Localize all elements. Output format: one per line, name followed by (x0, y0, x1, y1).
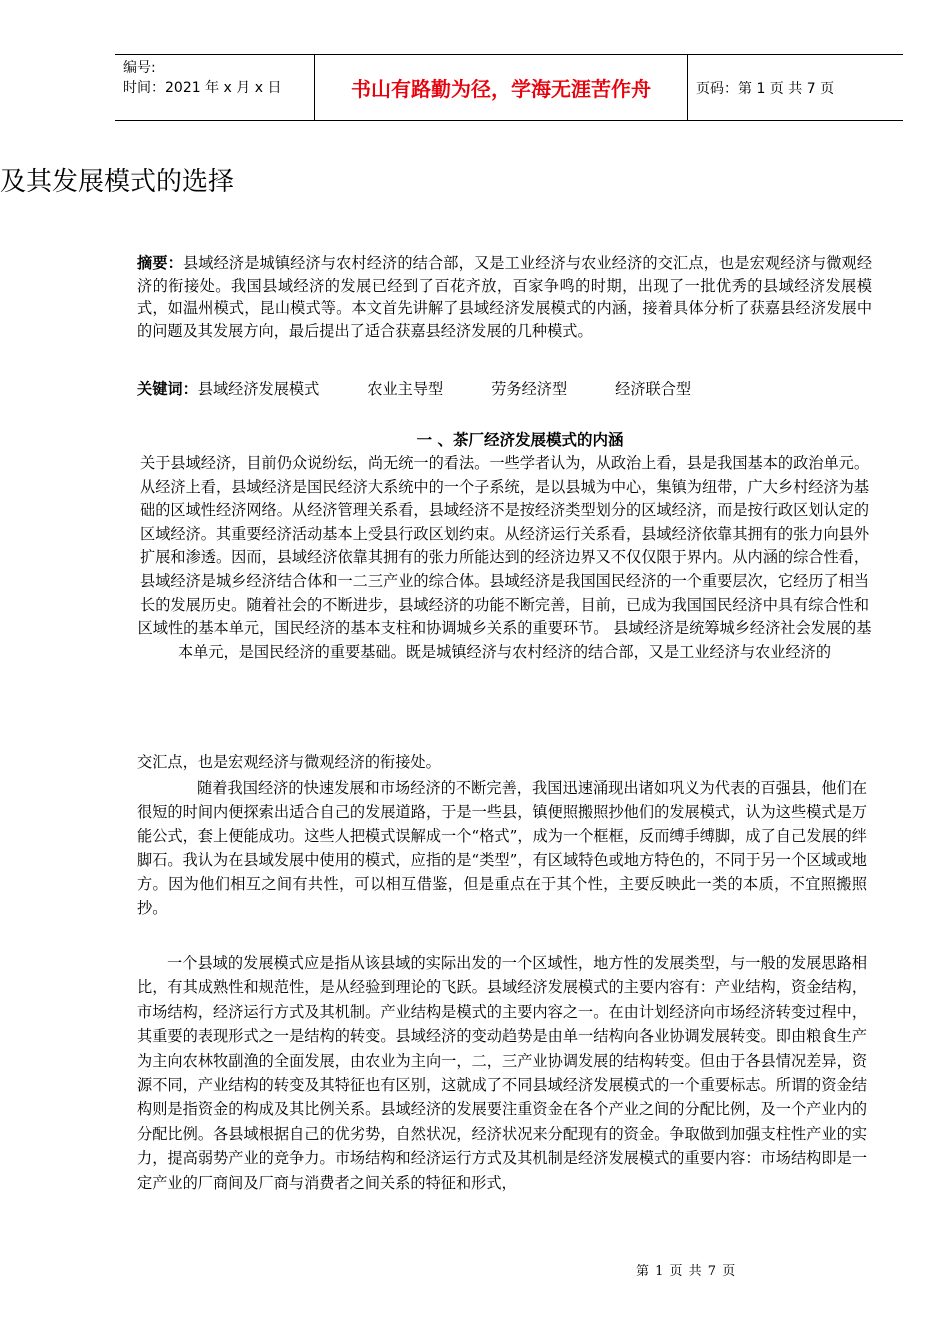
section-heading: 一 、茶厂经济发展模式的内涵 (416, 431, 624, 449)
time-label: 时间：2021 年 x 月 x 日 (123, 80, 282, 96)
paragraph-1: 关于县域经济，目前仍众说纷纭，尚无统一的看法。一些学者认为，从政治上看，县是我国基本的政治单元。从经济上看，县域经济是国民经济大系统中的一个子系统，是以县城为中心，集镇为纽带，广大乡村经济为基础的区域性经济网络。从经济管理关系看，县域经济不是按经济类型划分的区域经济，而是按行政区划认定的区域经济。其重要经济活动基本上受县行政区划约束。从经济运行关系看，县域经济依靠其拥有的张力向县外扩展和渗透。因而，县域经济依靠其拥有的张力所能达到的经济边界又不仅仅限于界内。从内涵的综合性看，县域经济是城乡经济结合体和一二三产业的综合体。县域经济是我国国民经济的一个重要层次，它经历了相当长的发展历史。随着社会的不断进步，县域经济的功能不断完善，目前，已成为我国国民经济中具有综合性和区域性的基本单元，国民经济的基本支柱和协调城乡关系的重要环节。 县域经济是统筹城乡经济社会发展的基本单元，是国民经济的重要基础。既是城镇经济与农村经济的结合部，又是工业经济与农业经济的 (137, 454, 872, 661)
keywords-label: 关键词： (137, 380, 198, 398)
abstract-text: 县域经济是城镇经济与农村经济的结合部，又是工业经济与农业经济的交汇点，也是宏观经济与微观经济的衔接处。我国县域经济的发展已经到了百花齐放，百家争鸣的时期，出现了一批优秀的县域经济发展模式，如温州模式，昆山模式等。本文首先讲解了县域经济发展模式的内涵，接着具体分析了获嘉县经济发展中的问题及其发展方向，最后提出了适合获嘉县经济发展的几种模式。 (137, 254, 873, 340)
number-label: 编号: (123, 60, 156, 76)
page-footer: 第 1 页 共 7 页 (636, 1264, 737, 1279)
header-meta-cell (115, 55, 315, 120)
document-title: 及其发展模式的选择 (0, 167, 235, 197)
paragraph-1-tail: 交汇点，也是宏观经济与微观经济的衔接处。 (137, 753, 441, 771)
header-table (115, 54, 903, 121)
keyword: 劳务经济型 (491, 380, 568, 398)
header-page-info: 页码：第 1 页 共 7 页 (696, 80, 835, 97)
header-motto: 书山有路勤为径，学海无涯苦作舟 (315, 55, 688, 120)
paragraph-2 (137, 776, 867, 920)
keyword: 县域经济发展模式 (197, 380, 320, 398)
paragraph-3 (137, 951, 867, 1195)
abstract (137, 252, 872, 342)
keyword: 经济联合型 (615, 380, 692, 398)
keyword: 农业主导型 (367, 380, 444, 398)
paragraph-2-text: 随着我国经济的快速发展和市场经济的不断完善，我国迅速涌现出诸如巩义为代表的百强县，他们在很短的时间内便探索出适合自己的发展道路，于是一些县，镇便照搬照抄他们的发展模式，认为这些模式是万能公式，套上便能成功。这些人把模式误解成一个“格式”，成为一个框框，反而缚手缚脚，成了自己发展的绊脚石。我认为在县域发展中使用的模式，应指的是“类型”，有区域特色或地方特色的，不同于另一个区域或地方。因为他们相互之间有共性，可以相互借鉴，但是重点在于其个性，主要反映此一类的本质，不宜照搬照抄。 (137, 779, 867, 917)
keywords-line (137, 378, 872, 400)
abstract-label: 摘要： (137, 254, 183, 272)
paragraph-3-text: 一个县域的发展模式应是指从该县域的实际出发的一个区域性，地方性的发展类型，与一般的发展思路相比，有其成熟性和规范性，是从经验到理论的飞跃。县域经济发展模式的主要内容有：产业结构，资金结构，市场结构，经济运行方式及其机制。产业结构是模式的主要内容之一。在由计划经济向市场经济转变过程中，其重要的表现形式之一是结构的转变。县域经济的变动趋势是由单一结构向各业协调发展转变。即由粮食生产为主向农林牧副渔的全面发展，由农业为主向一，二，三产业协调发展的结构转变。但由于各县情况差异，资源不同，产业结构的转变及其特征也有区别，这就成了不同县域经济发展模式的一个重要标志。所谓的资金结构则是指资金的构成及其比例关系。县域经济的发展要注重资金在各个产业之间的分配比例，及一个产业内的分配比例。各县域根据自己的优劣势，自然状况，经济状况来分配现有的资金。争取做到加强支柱性产业的实力，提高弱势产业的竞争力。市场结构和经济运行方式及其机制是经济发展模式的重要内容：市场结构即是一定产业的厂商间及厂商与消费者之间关系的特征和形式， (137, 954, 867, 1192)
